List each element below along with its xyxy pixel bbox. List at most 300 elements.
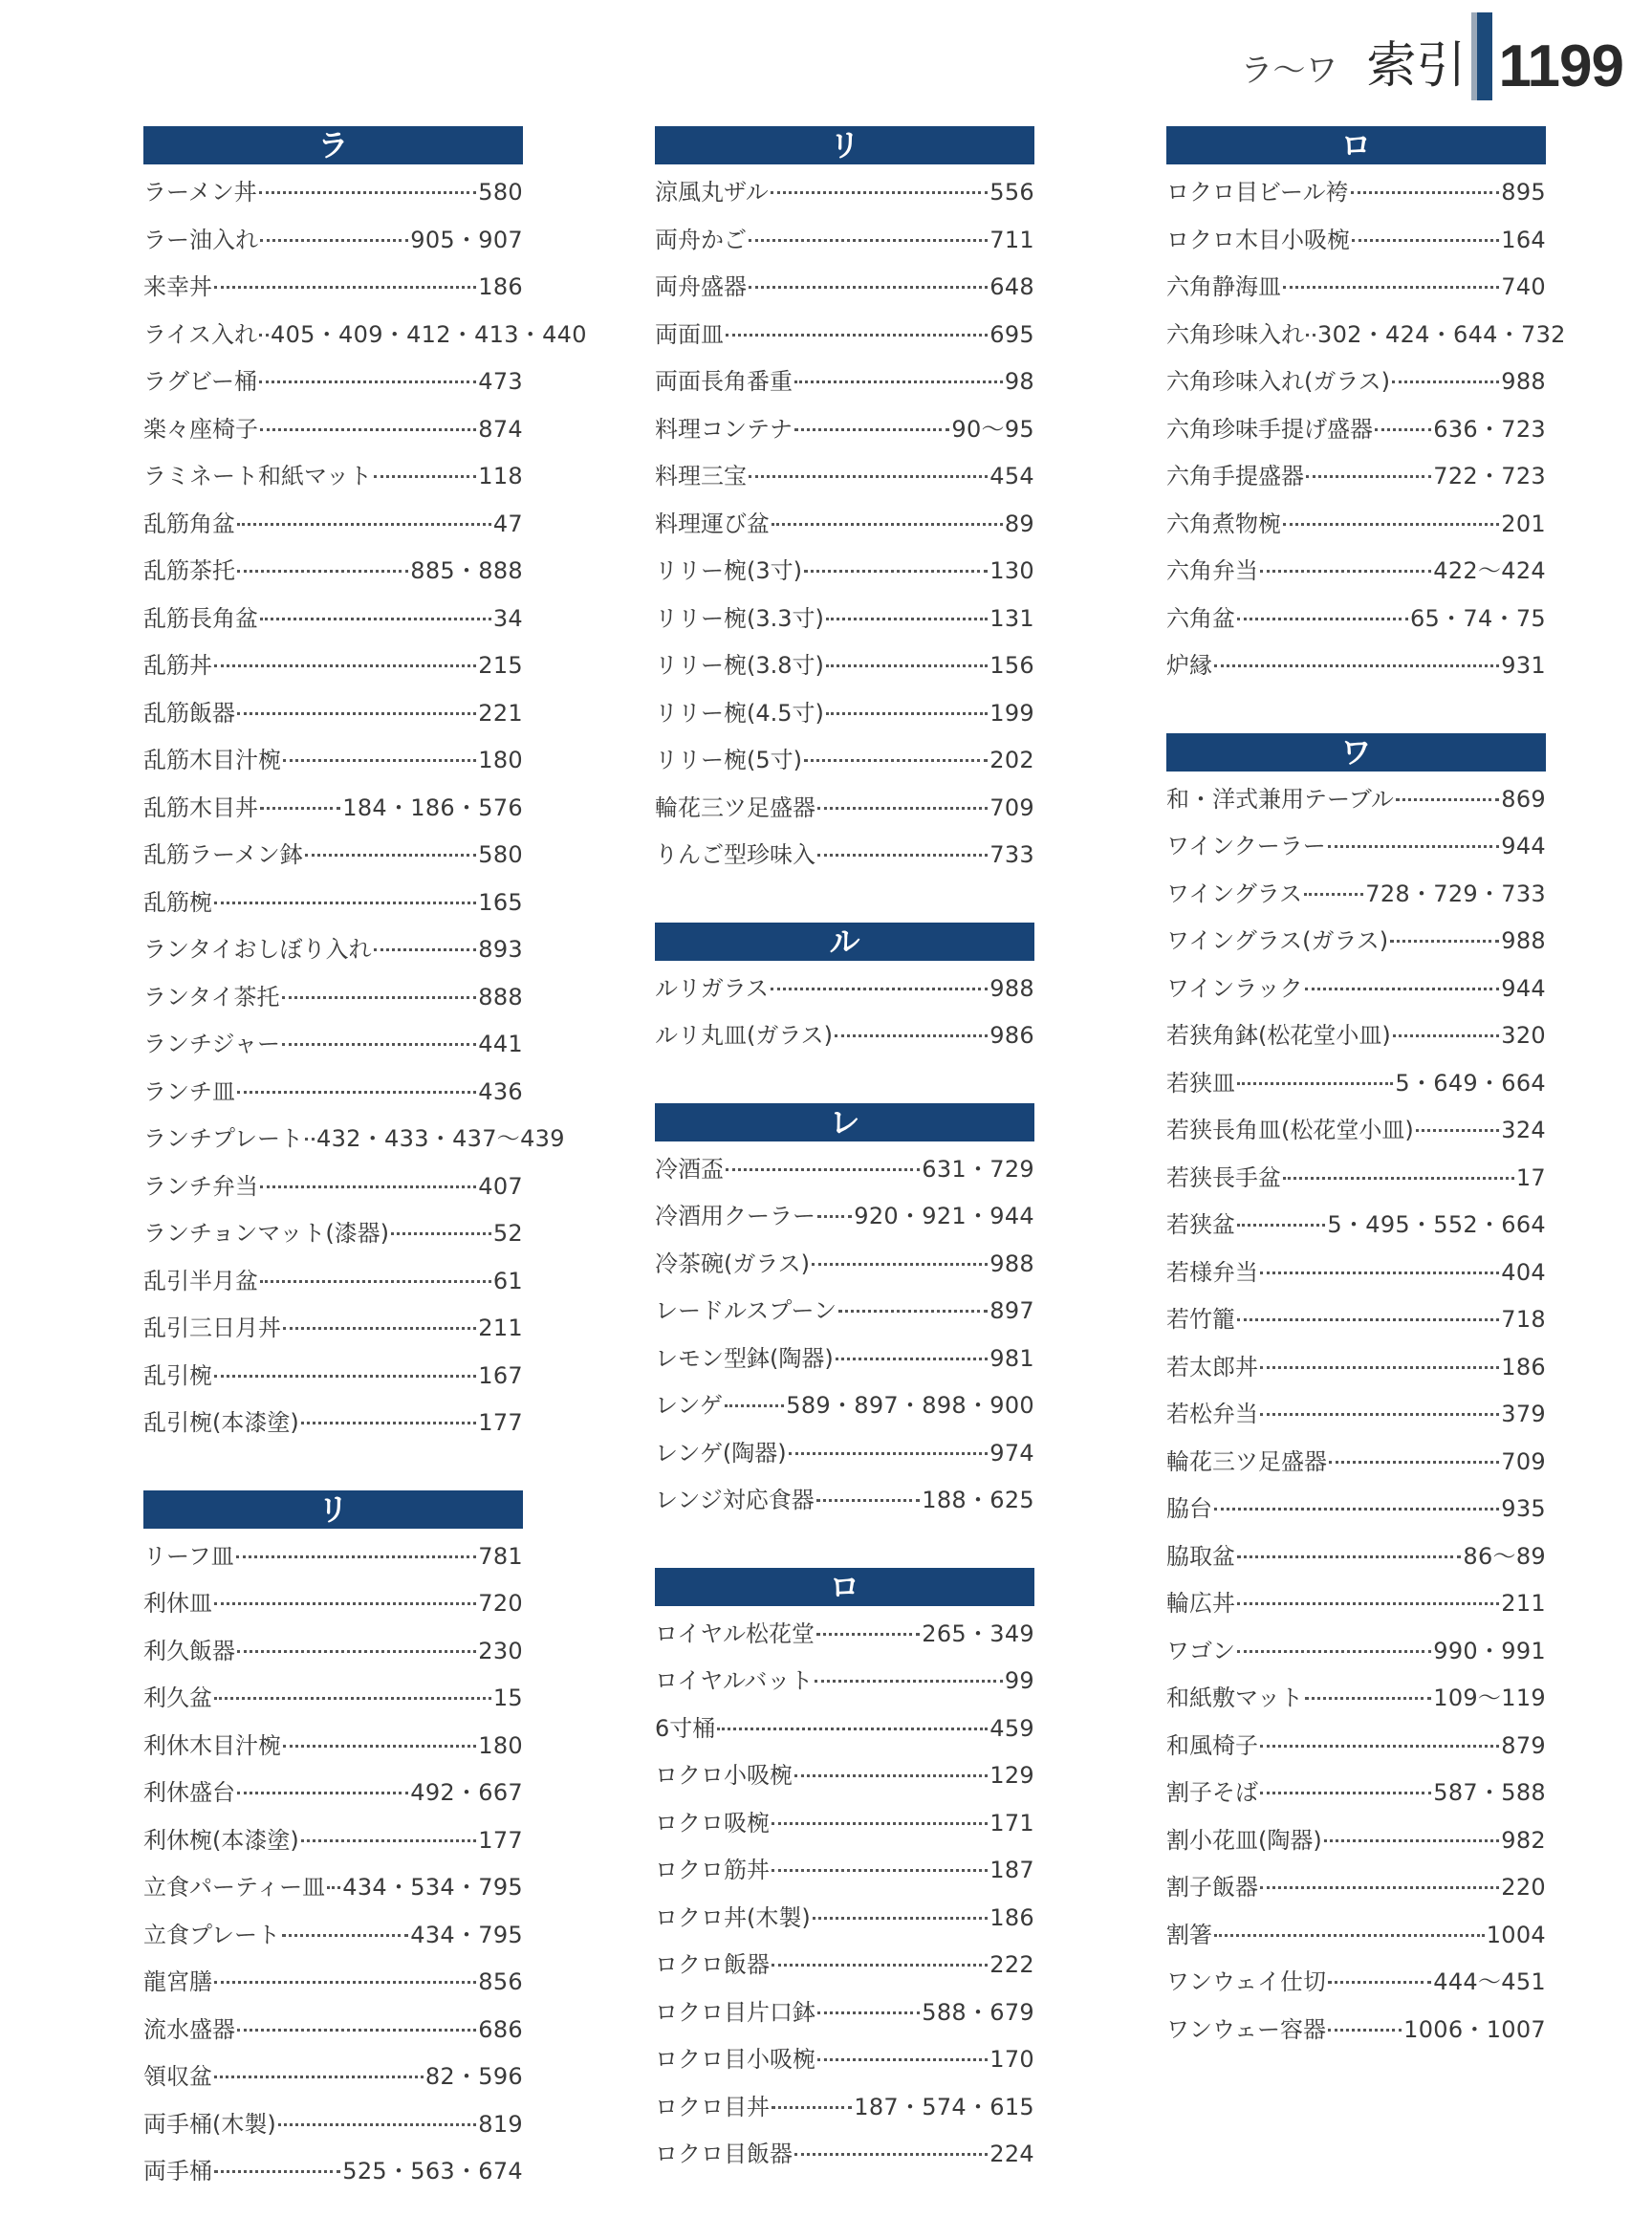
dot-leader [1214, 1508, 1499, 1511]
index-entry [143, 2152, 523, 2200]
entry-pages: 215 [478, 652, 523, 679]
entry-term: 領収盆 [143, 2063, 212, 2090]
entry-pages: 211 [1501, 1590, 1546, 1617]
dot-leader [1283, 1177, 1514, 1180]
dot-leader [749, 286, 988, 289]
entry-pages: 988 [989, 974, 1034, 1002]
index-entry [143, 789, 523, 837]
entry-term: 六角珍味手提げ盛器 [1166, 415, 1373, 443]
dot-leader [1283, 286, 1499, 289]
dot-leader [1260, 1272, 1499, 1274]
index-entry [143, 1025, 523, 1073]
entry-term: リリー椀(3.8寸) [655, 652, 824, 679]
index-entry [1166, 1963, 1546, 2011]
dot-leader [812, 1263, 988, 1266]
entry-term: 六角弁当 [1166, 557, 1258, 584]
index-column-1 [143, 126, 587, 2239]
dot-leader [1237, 1224, 1325, 1227]
dot-leader [826, 664, 988, 667]
dot-leader [1352, 239, 1499, 242]
entry-term: ロクロ丼(木製) [655, 1903, 811, 1931]
entry-pages: 222 [989, 1951, 1034, 1978]
dot-leader [237, 523, 491, 526]
dot-leader [237, 1650, 476, 1653]
index-entry [143, 599, 523, 647]
dot-leader [804, 759, 988, 762]
entry-term: 両面皿 [655, 320, 724, 348]
index-entry [1166, 315, 1566, 363]
entry-term: ランタイ茶托 [143, 983, 280, 1011]
entry-term: 若狭角鉢(松花堂小皿) [1166, 1022, 1391, 1049]
index-entry [655, 1804, 1034, 1852]
dot-leader [1260, 1792, 1431, 1794]
dot-leader [1306, 475, 1431, 478]
dot-leader [771, 191, 988, 194]
entry-term: ワゴン [1166, 1637, 1235, 1664]
dot-leader [214, 286, 476, 289]
index-entry [143, 1632, 523, 1680]
dot-leader [1375, 428, 1431, 431]
page-number: 1199 [1498, 33, 1623, 99]
entry-term: りんご型珍味入 [655, 841, 815, 868]
entry-pages: 722・723 [1433, 463, 1546, 489]
entry-pages: 177 [478, 1826, 523, 1854]
index-entry [143, 2105, 523, 2153]
entry-term: ラー油入れ [143, 226, 258, 253]
index-entry [655, 1662, 1034, 1709]
entry-pages: 459 [989, 1714, 1034, 1742]
entry-term: 乱筋椀 [143, 888, 212, 916]
index-entry [655, 315, 1034, 363]
dot-leader [816, 1633, 920, 1636]
dot-leader [815, 1680, 1002, 1683]
dot-leader [1305, 1697, 1431, 1700]
entry-pages: 874 [478, 415, 523, 443]
entry-pages: 171 [989, 1809, 1034, 1837]
index-entry [1166, 780, 1546, 828]
dot-leader [726, 334, 988, 337]
index-entry [1166, 410, 1546, 458]
entry-pages: 99 [1004, 1667, 1034, 1694]
entry-term: ワンウェー容器 [1166, 2015, 1327, 2043]
index-entry [143, 646, 523, 694]
entry-pages: 974 [989, 1439, 1034, 1467]
entry-pages: 201 [1501, 510, 1546, 537]
dot-leader [305, 1138, 315, 1141]
entry-term: 来幸丼 [143, 273, 212, 300]
entry-term: ワイングラス(ガラス) [1166, 927, 1389, 954]
index-entry [1166, 1489, 1546, 1537]
entry-pages: 82・596 [424, 2063, 523, 2090]
dot-leader [301, 1422, 477, 1424]
dot-leader [236, 1555, 476, 1558]
index-entry [655, 1150, 1034, 1198]
dot-leader [260, 1185, 476, 1188]
index-entry [143, 1167, 523, 1215]
entry-term: 楽々座椅子 [143, 415, 258, 443]
index-entry [143, 930, 523, 978]
index-entry [655, 646, 1034, 694]
index-entry [143, 457, 523, 505]
entry-term: 乱筋木目汁椀 [143, 747, 281, 773]
entry-term: 輪花三ツ足盛器 [655, 793, 815, 821]
entry-pages: 186 [989, 1903, 1034, 1931]
index-entry [655, 1946, 1034, 1993]
dot-leader [1393, 1034, 1500, 1037]
dot-leader [237, 1091, 476, 1094]
entry-pages: 434・534・795 [342, 1874, 523, 1901]
entry-term: ロクロ目飯器 [655, 2141, 793, 2167]
index-entry [143, 1584, 523, 1632]
index-entry [1166, 362, 1546, 410]
dot-leader [725, 1404, 784, 1407]
entry-pages: 407 [478, 1172, 523, 1200]
entry-term: 若様弁当 [1166, 1258, 1258, 1286]
entry-pages: 15 [492, 1685, 523, 1711]
dot-leader [1304, 893, 1363, 896]
index-entry [655, 1899, 1034, 1946]
dot-leader [826, 618, 988, 620]
index-entry [143, 221, 523, 269]
dot-leader [794, 1774, 988, 1777]
index-entry [143, 2057, 523, 2105]
dot-leader [237, 570, 408, 573]
dot-leader [1324, 1839, 1500, 1842]
dot-leader [1214, 1934, 1485, 1937]
entry-pages: 897 [989, 1297, 1034, 1324]
entry-term: 龍宮膳 [143, 1968, 212, 1995]
entry-pages: 990・991 [1433, 1637, 1546, 1664]
dot-leader [374, 948, 477, 951]
entry-term: 和紙敷マット [1166, 1685, 1304, 1711]
entry-pages: 432・433・437〜439 [316, 1125, 565, 1152]
entry-pages: 184・186・576 [342, 793, 523, 821]
header-accent-bar [1471, 12, 1492, 100]
dot-leader [772, 523, 1003, 526]
entry-term: 乱引椀 [143, 1361, 212, 1389]
entry-term: ロクロ吸椀 [655, 1809, 770, 1837]
dot-leader [283, 1745, 476, 1748]
entry-pages: 944 [1501, 833, 1546, 859]
dot-leader [259, 334, 269, 337]
index-entry [1166, 1916, 1546, 1964]
entry-pages: 473 [478, 368, 523, 395]
entry-pages: 1004 [1486, 1921, 1546, 1948]
entry-pages: 986 [989, 1022, 1034, 1049]
dot-leader [836, 1358, 989, 1360]
index-entry [655, 1851, 1034, 1899]
dot-leader [1328, 1981, 1431, 1984]
dot-leader [282, 1043, 476, 1046]
index-entry [1166, 457, 1546, 505]
dot-leader [726, 1168, 920, 1171]
entry-term: レモン型鉢(陶器) [655, 1344, 834, 1372]
entry-pages: 733 [989, 841, 1034, 868]
entry-pages: 556 [989, 179, 1034, 206]
entry-pages: 265・349 [922, 1619, 1034, 1647]
entry-term: 両面長角番重 [655, 368, 793, 395]
index-entry [1166, 875, 1546, 923]
entry-pages: 230 [478, 1637, 523, 1664]
index-entry [1166, 599, 1546, 647]
dot-leader [1237, 1082, 1393, 1085]
index-entry [1166, 1727, 1546, 1774]
entry-pages: 180 [478, 1731, 523, 1759]
index-entry [655, 836, 1034, 883]
dot-leader [826, 712, 988, 715]
entry-term: 六角煮物椀 [1166, 510, 1281, 537]
index-entry [143, 836, 523, 883]
dot-leader [282, 1934, 408, 1937]
index-entry [143, 1309, 523, 1357]
entry-term: 輪広丼 [1166, 1590, 1235, 1617]
entry-term: 利休木目汁椀 [143, 1731, 281, 1759]
index-entry [655, 268, 1034, 315]
index-entry [1166, 1253, 1546, 1301]
index-entry [143, 741, 523, 789]
entry-term: 料理三宝 [655, 463, 747, 489]
index-entry [1166, 1016, 1546, 1064]
entry-pages: 856 [478, 1968, 523, 1995]
index-entry [655, 2135, 1034, 2183]
dot-leader [1283, 523, 1499, 526]
dot-leader [817, 2058, 988, 2061]
dot-leader [260, 807, 340, 810]
entry-pages: 935 [1501, 1495, 1546, 1522]
dot-leader [749, 475, 988, 478]
entry-pages: 695 [989, 320, 1034, 348]
index-section [655, 126, 1034, 883]
entry-pages: 211 [478, 1315, 523, 1341]
entry-term: ランタイおしぼり入れ [143, 936, 372, 963]
entry-term: 六角手提盛器 [1166, 463, 1304, 489]
entry-term: 割子そば [1166, 1779, 1258, 1806]
entry-term: ランチジャー [143, 1031, 281, 1057]
dot-leader [214, 1602, 476, 1605]
index-entry [1166, 1206, 1546, 1253]
entry-pages: 86〜89 [1463, 1542, 1546, 1570]
entry-pages: 404 [1501, 1258, 1546, 1286]
entry-term: 利休皿 [143, 1590, 212, 1617]
entry-term: 若太郎丼 [1166, 1353, 1258, 1380]
dot-leader [214, 1981, 476, 1984]
entry-pages: 47 [492, 510, 523, 537]
dot-leader [1392, 380, 1499, 383]
entry-term: ロクロ小吸椀 [655, 1762, 793, 1789]
entry-pages: 587・588 [1433, 1779, 1546, 1806]
entry-term: 乱筋茶托 [143, 557, 235, 584]
dot-leader [1260, 570, 1431, 573]
index-entry [143, 1262, 523, 1310]
entry-term: リリー椀(4.5寸) [655, 699, 824, 727]
section-heading: ル [655, 923, 1034, 961]
entry-term: ワンウェイ仕切 [1166, 1968, 1327, 1995]
dot-leader [835, 1034, 988, 1037]
index-entry [143, 1963, 523, 2011]
entry-term: ロイヤルバット [655, 1667, 814, 1694]
dot-leader [749, 239, 988, 242]
index-entry [1166, 646, 1546, 694]
dot-leader [278, 2123, 477, 2126]
dot-leader [1328, 845, 1499, 848]
entry-pages: 320 [1501, 1022, 1546, 1049]
index-entry [1166, 1159, 1546, 1206]
index-entry [1166, 1395, 1546, 1443]
entry-pages: 405・409・412・413・440 [271, 320, 587, 348]
index-entry [143, 173, 523, 221]
dot-leader [813, 1917, 989, 1920]
entry-term: ロクロ目小吸椀 [655, 2046, 815, 2073]
index-entry [143, 1120, 565, 1167]
index-entry [1166, 1821, 1546, 1869]
index-column-3 [1166, 126, 1566, 2097]
dot-leader [259, 380, 476, 383]
entry-pages: 89 [1004, 510, 1034, 537]
entry-term: 脇台 [1166, 1495, 1212, 1522]
dot-leader [305, 854, 476, 857]
dot-leader [214, 1375, 476, 1378]
dot-leader [301, 1839, 477, 1842]
entry-term: 和風椅子 [1166, 1731, 1258, 1759]
entry-term: 冷茶碗(ガラス) [655, 1250, 811, 1277]
entry-pages: 5・649・664 [1395, 1069, 1546, 1097]
index-entry [655, 2088, 1034, 2136]
dot-leader [1237, 1650, 1431, 1653]
entry-pages: 988 [989, 1250, 1034, 1277]
section-heading: リ [143, 1490, 523, 1529]
entry-term: ランチ皿 [143, 1077, 235, 1105]
entry-pages: 422〜424 [1433, 557, 1546, 584]
entry-term: 立食プレート [143, 1921, 281, 1948]
entry-pages: 129 [989, 1762, 1034, 1789]
entry-pages: 118 [478, 463, 523, 489]
index-range: ラ〜ワ [1240, 52, 1338, 90]
entry-term: 脇取盆 [1166, 1542, 1235, 1570]
index-entry [143, 694, 523, 742]
entry-pages: 580 [478, 841, 523, 868]
entry-term: 乱引半月盆 [143, 1267, 258, 1294]
entry-pages: 988 [1501, 927, 1546, 954]
entry-term: 割箸 [1166, 1921, 1212, 1948]
entry-pages: 441 [478, 1031, 523, 1057]
index-entry [143, 1357, 523, 1404]
entry-pages: 905・907 [410, 226, 523, 253]
entry-term: 利久飯器 [143, 1637, 235, 1664]
entry-term: レンゲ(陶器) [655, 1439, 787, 1467]
dot-leader [794, 380, 1003, 383]
entry-term: 乱筋飯器 [143, 699, 235, 727]
entry-pages: 931 [1501, 652, 1546, 679]
dot-leader [1416, 1129, 1500, 1132]
index-entry [1166, 1111, 1546, 1159]
entry-pages: 819 [478, 2110, 523, 2138]
index-entry [655, 1292, 1034, 1339]
dot-leader [772, 1964, 988, 1967]
dot-leader [237, 1792, 408, 1794]
entry-pages: 879 [1501, 1731, 1546, 1759]
entry-pages: 177 [478, 1409, 523, 1436]
dot-leader [817, 807, 988, 810]
entry-term: 利休盛台 [143, 1779, 235, 1806]
index-section [143, 1490, 523, 2200]
index-entry [655, 1245, 1034, 1293]
entry-pages: 1006・1007 [1403, 2015, 1546, 2043]
entry-pages: 444〜451 [1433, 1968, 1546, 1995]
dot-leader [214, 902, 476, 904]
index-section [1166, 126, 1566, 694]
index-entry [655, 789, 1034, 837]
dot-leader [1237, 1602, 1499, 1605]
entry-pages: 982 [1501, 1826, 1546, 1854]
dot-leader [1260, 1413, 1499, 1416]
dot-leader [717, 1728, 988, 1730]
index-entry [655, 505, 1034, 553]
dot-leader [260, 1280, 491, 1283]
index-entry [655, 1709, 1034, 1757]
entry-term: ワインラック [1166, 974, 1303, 1002]
dot-leader [214, 1697, 491, 1700]
index-entry [1166, 1584, 1546, 1632]
dot-leader [794, 428, 949, 431]
entry-term: 乱引椀(本漆塗) [143, 1409, 299, 1436]
entry-pages: 165 [478, 888, 523, 916]
dot-leader [282, 996, 477, 999]
index-entry [1166, 1868, 1546, 1916]
entry-term: 六角静海皿 [1166, 273, 1281, 300]
entry-term: ラグビー桶 [143, 368, 258, 395]
entry-pages: 434・795 [410, 1921, 523, 1948]
entry-pages: 130 [989, 557, 1034, 584]
entry-term: 六角珍味入れ [1166, 320, 1304, 348]
index-entry [143, 1916, 523, 1964]
index-entry [1166, 1300, 1546, 1348]
entry-pages: 90〜95 [951, 415, 1034, 443]
entry-pages: 131 [989, 604, 1034, 632]
entry-pages: 869 [1501, 785, 1546, 813]
dot-leader [1260, 1366, 1499, 1369]
dot-leader [391, 1232, 491, 1235]
index-entry [1166, 1064, 1546, 1112]
entry-term: 冷酒盃 [655, 1155, 724, 1183]
entry-term: ランチプレート [143, 1125, 304, 1152]
entry-term: ロクロ飯器 [655, 1951, 770, 1978]
entry-term: ルリ丸皿(ガラス) [655, 1022, 834, 1049]
index-entry [655, 457, 1034, 505]
entry-term: 料理コンテナ [655, 415, 793, 443]
entry-term: 若松弁当 [1166, 1401, 1258, 1427]
index-entry [655, 1386, 1034, 1434]
entry-pages: 492・667 [410, 1779, 523, 1806]
index-entry [655, 1339, 1034, 1387]
entry-pages: 454 [989, 463, 1034, 489]
index-section [143, 126, 587, 1451]
dot-leader [214, 2170, 340, 2173]
index-entry [1166, 505, 1546, 553]
index-entry [655, 362, 1034, 410]
entry-term: ラーメン丼 [143, 179, 257, 206]
entry-pages: 202 [989, 747, 1034, 773]
index-entry [655, 1481, 1034, 1529]
entry-term: 料理運び盆 [655, 510, 770, 537]
entry-pages: 109〜119 [1433, 1685, 1546, 1711]
entry-pages: 885・888 [410, 557, 523, 584]
entry-term: レードルスプーン [655, 1297, 837, 1324]
entry-pages: 186 [478, 273, 523, 300]
entry-term: 6寸桶 [655, 1714, 716, 1742]
dot-leader [260, 618, 491, 620]
entry-term: リーフ皿 [143, 1542, 234, 1570]
dot-leader [374, 475, 476, 478]
